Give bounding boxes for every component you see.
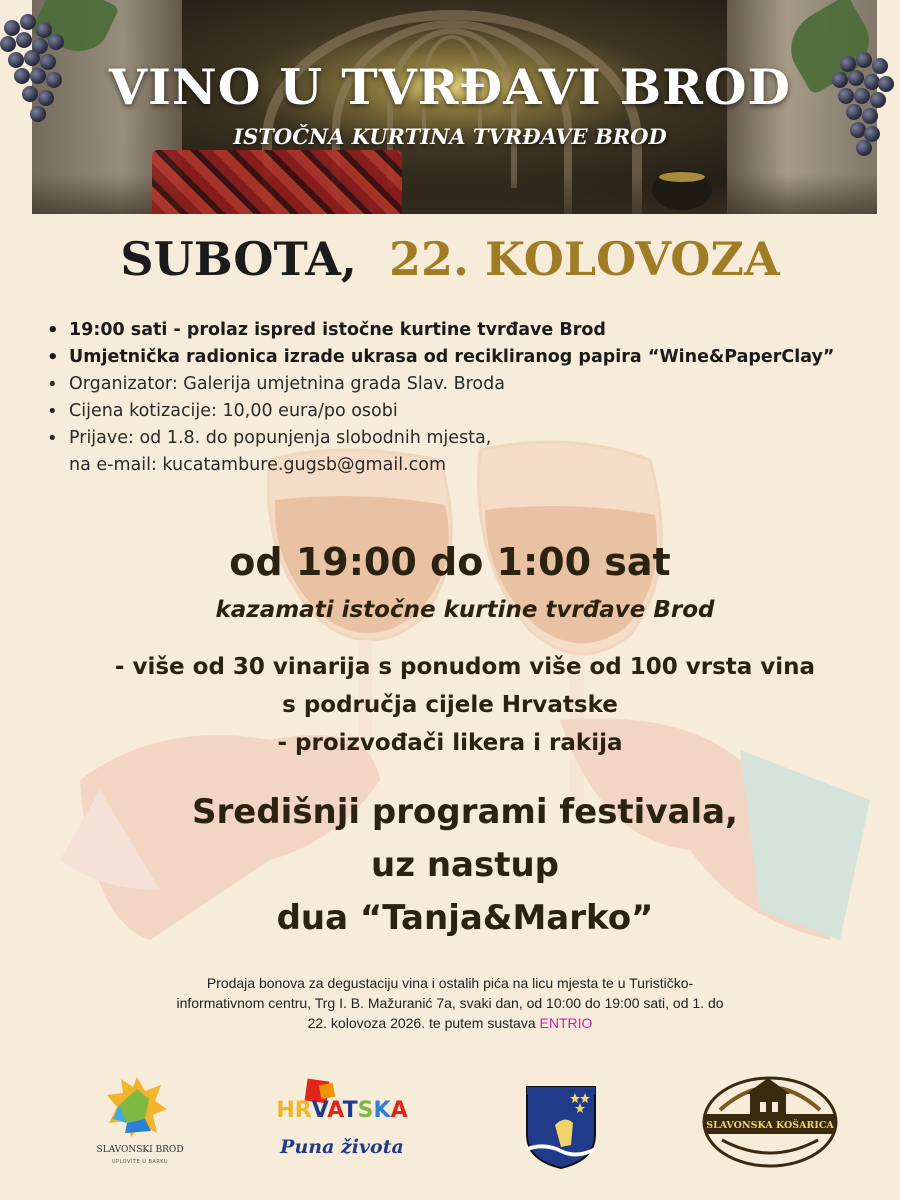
list-item [45, 425, 845, 479]
event-day-month: 22. KOLOVOZA [388, 232, 780, 286]
slavonski-brod-logo [85, 1075, 195, 1170]
slavonski-brod-tagline: UPLOVITE U BARKU [111, 1159, 169, 1165]
event-date [0, 232, 900, 286]
slavonski-brod-name: SLAVONSKI BROD [96, 1145, 184, 1155]
event-place: kazamati istočne kurtine tvrđave Brod [215, 597, 715, 623]
offer-line-1: - više od 30 vinarija s ponudom više od 100 vrsta vina [114, 654, 816, 680]
registration-email: na e-mail: kucatambure.gugsb@gmail.com [69, 455, 446, 475]
offer-line-3: - proizvođači likera i rakija [277, 730, 623, 756]
event-time: od 19:00 do 1:00 sat [229, 540, 671, 584]
sales-line-3: 22. kolovoza 2026. te putem sustava [307, 1015, 540, 1031]
coat-of-arms-icon [525, 1085, 597, 1170]
ticket-sales-info [130, 973, 770, 1033]
event-offer [0, 648, 900, 762]
festival-program [0, 786, 900, 945]
list-item: • 19:00 sati - prolaz ispred istočne kurtine tvrđave Brod [45, 317, 845, 344]
sales-line-2: informativnom centru, Trg I. B. Mažuranić 7a, svaki dan, od 10:00 do 19:00 sati, od 1. do [176, 995, 724, 1011]
event-title: VINO U TVRĐAVI BROD [108, 58, 792, 116]
hrvatska-slogan: Puna života [280, 1136, 404, 1158]
slavonska-kosarica-logo [700, 1070, 840, 1170]
registration-text: • Prijave: od 1.8. do popunjenja slobodnih mjesta, [69, 428, 492, 448]
list-item: • Organizator: Galerija umjetnina grada Slav. Broda [45, 371, 845, 398]
program-line-1: Središnji programi festivala, [192, 792, 738, 832]
hrvatska-logo [262, 1078, 422, 1173]
carpet-image [152, 150, 402, 214]
info-list [45, 317, 845, 479]
hrvatska-word: HRVATSKA [276, 1098, 408, 1123]
slavonski-brod-star-icon [105, 1075, 169, 1139]
entrio-link[interactable]: ENTRIO [539, 1015, 593, 1031]
kosarica-name: SLAVONSKA KOŠARICA [706, 1120, 834, 1131]
event-weekday: SUBOTA, [120, 232, 357, 286]
list-item: • Cijena kotizacije: 10,00 eura/po osobi [45, 398, 845, 425]
list-item: • Umjetnička radionica izrade ukrasa od recikliranog papira “Wine&PaperClay” [45, 344, 845, 371]
sales-line-1: Prodaja bonova za degustaciju vina i ostalih pića na licu mjesta te u Turističko- [206, 975, 694, 991]
offer-line-2: s područja cijele Hrvatske [282, 692, 618, 718]
event-subtitle: ISTOČNA KURTINA TVRĐAVE BROD [233, 124, 667, 149]
program-line-2: uz nastup [370, 845, 559, 885]
program-line-3: dua “Tanja&Marko” [276, 898, 654, 938]
